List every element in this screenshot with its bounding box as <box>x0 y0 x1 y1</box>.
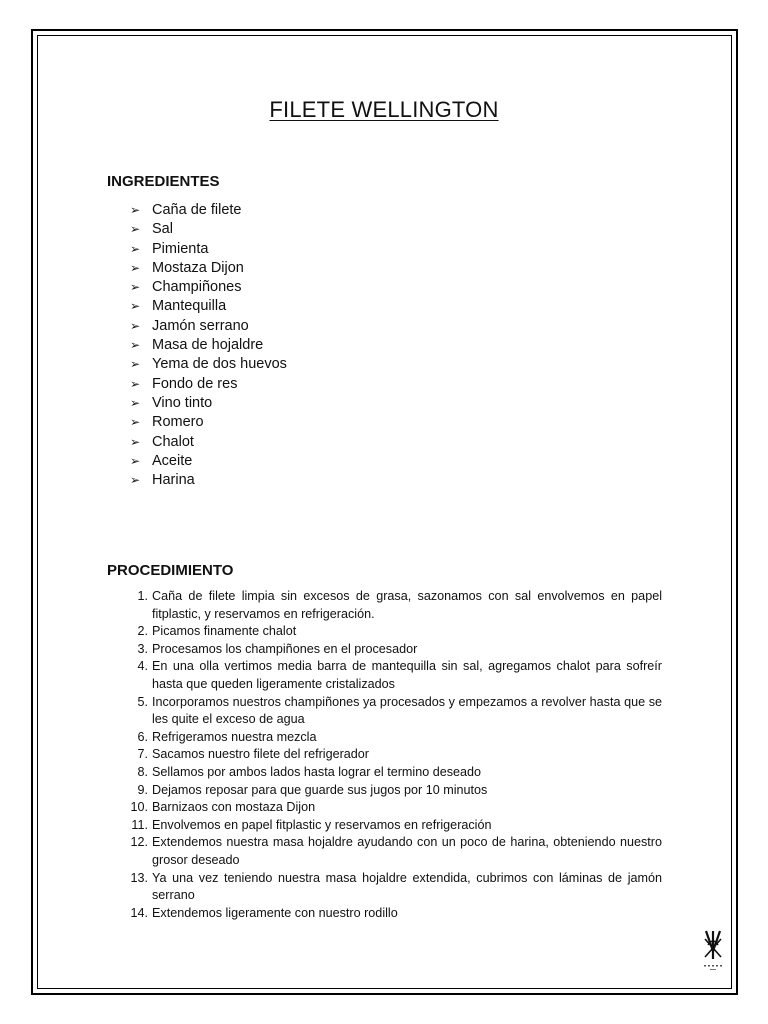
ingredient-item <box>130 471 287 490</box>
step-number: 14. <box>130 905 148 920</box>
ingredient-label: Mostaza Dijon <box>152 259 244 276</box>
ingredient-label: Chalot <box>152 433 194 450</box>
procedure-heading: PROCEDIMIENTO <box>107 562 234 579</box>
step-text: Extendemos ligeramente con nuestro rodillo <box>152 905 398 920</box>
ingredient-item <box>130 355 287 374</box>
step-number: 11. <box>131 817 148 832</box>
ingredient-item <box>130 278 287 297</box>
step-number: 2. <box>137 624 148 639</box>
step-text: Procesamos los champiñones en el procesador <box>152 641 418 656</box>
step-text: Refrigeramos nuestra mezcla <box>152 729 317 744</box>
arrow-bullet-icon: ➢ <box>130 453 141 468</box>
step-text: Sellamos por ambos lados hasta lograr el termino deseado <box>152 764 482 779</box>
arrow-bullet-icon: ➢ <box>130 203 141 217</box>
step-number: 9. <box>137 782 148 797</box>
ingredient-label: Caña de filete <box>152 202 242 218</box>
ingredient-item <box>130 375 287 394</box>
ingredient-label: Sal <box>152 221 173 238</box>
ingredient-item <box>130 240 287 259</box>
ingredient-item <box>130 259 287 278</box>
step-number: 5. <box>137 694 148 709</box>
ingredient-label: Yema de dos huevos <box>152 356 287 373</box>
arrow-bullet-icon: ➢ <box>130 415 141 430</box>
ingredient-item <box>130 452 287 471</box>
arrow-bullet-icon: ➢ <box>130 318 141 333</box>
step-number: 10. <box>130 800 148 815</box>
procedure-step <box>122 694 662 729</box>
arrow-bullet-icon: ➢ <box>130 222 141 237</box>
step-text: Envolvemos en papel fitplastic y reservamos en refrigeración <box>152 817 492 832</box>
step-number: 4. <box>137 659 148 674</box>
step-text: En una olla vertimos media barra de mantequilla sin sal, agregamos chalot para sofreír hasta que queden ligeramente cristalizados <box>152 659 662 691</box>
document-title: FILETE WELLINGTON <box>269 97 499 122</box>
procedure-step <box>122 729 662 747</box>
step-text: Ya una vez teniendo nuestra masa hojaldre extendida, cubrimos con láminas de jamón serrano <box>152 870 662 903</box>
arrow-bullet-icon: ➢ <box>130 241 141 256</box>
ingredient-label: Aceite <box>152 452 193 469</box>
arrow-bullet-icon: ➢ <box>130 260 141 275</box>
step-number: 13. <box>130 870 148 885</box>
arrow-bullet-icon: ➢ <box>130 338 141 353</box>
arrow-bullet-icon: ➢ <box>130 434 141 449</box>
step-text: Dejamos reposar para que guarde sus jugos por 10 minutos <box>152 782 488 797</box>
ingredients-list <box>130 201 287 490</box>
procedure-step <box>122 799 662 817</box>
arrow-bullet-icon: ➢ <box>130 357 141 372</box>
step-number: 6. <box>137 729 148 744</box>
ingredient-label: Vino tinto <box>152 394 213 411</box>
ingredient-item <box>130 433 287 452</box>
ingredient-item <box>130 220 287 239</box>
arrow-bullet-icon: ➢ <box>130 280 141 295</box>
step-number: 1. <box>137 589 148 603</box>
step-text: Barnizaos con mostaza Dijon <box>152 800 316 815</box>
ingredient-item <box>130 413 287 432</box>
step-number: 7. <box>137 747 148 762</box>
step-text: Extendemos nuestra masa hojaldre ayudando con un poco de harina, obteniendo nuestro grosor deseado <box>152 835 662 867</box>
procedure-step <box>122 658 662 693</box>
procedure-list <box>122 588 662 922</box>
procedure-step <box>122 588 662 623</box>
ingredient-label: Champiñones <box>152 279 242 296</box>
step-text: Incorporamos nuestros champiñones ya procesados y empezamos a revolver hasta que se les quite el exceso de agua <box>152 694 662 727</box>
step-text: Caña de filete limpia sin excesos de grasa, sazonamos con sal envolvemos en papel fitplastic, y reservamos en refrigeración. <box>152 589 662 621</box>
step-text: Picamos finamente chalot <box>152 624 297 639</box>
step-number: 8. <box>137 764 148 779</box>
ingredient-item <box>130 201 287 220</box>
monogram-logo-icon <box>702 927 724 975</box>
procedure-step <box>122 641 662 659</box>
ingredient-label: Jamón serrano <box>152 317 249 334</box>
ingredient-label: Harina <box>152 472 195 489</box>
ingredient-label: Romero <box>152 414 204 431</box>
ingredients-heading: INGREDIENTES <box>107 173 220 190</box>
arrow-bullet-icon: ➢ <box>130 395 141 410</box>
ingredient-item <box>130 336 287 355</box>
procedure-step <box>122 746 662 764</box>
arrow-bullet-icon: ➢ <box>130 376 141 391</box>
procedure-step <box>122 834 662 869</box>
procedure-step <box>122 905 662 923</box>
procedure-step <box>122 764 662 782</box>
procedure-step <box>122 870 662 905</box>
ingredient-label: Fondo de res <box>152 375 238 392</box>
arrow-bullet-icon: ➢ <box>130 299 141 314</box>
ingredient-label: Pimienta <box>152 240 209 257</box>
ingredient-item <box>130 297 287 316</box>
step-text: Sacamos nuestro filete del refrigerador <box>152 747 370 762</box>
step-number: 3. <box>137 641 148 656</box>
procedure-step <box>122 782 662 800</box>
ingredient-label: Masa de hojaldre <box>152 337 264 354</box>
ingredient-item <box>130 317 287 336</box>
step-number: 12. <box>130 835 148 850</box>
procedure-step <box>122 817 662 835</box>
ingredient-label: Mantequilla <box>152 298 227 315</box>
procedure-step <box>122 623 662 641</box>
ingredient-item <box>130 394 287 413</box>
arrow-bullet-icon: ➢ <box>130 473 141 488</box>
